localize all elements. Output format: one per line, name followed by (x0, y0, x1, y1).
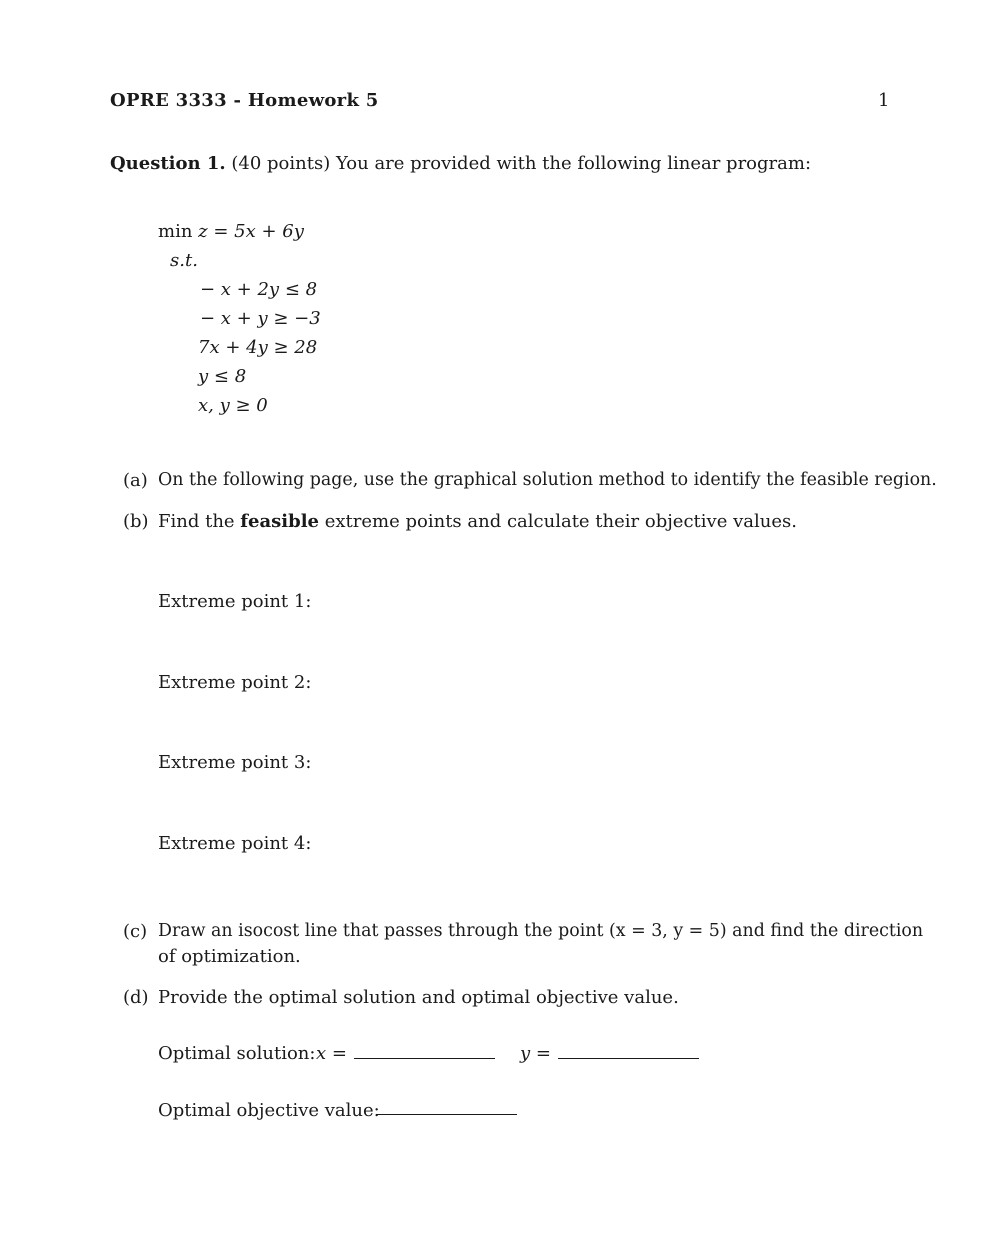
part-c-text-line2: of optimization. (158, 946, 301, 967)
question-intro (110, 153, 811, 174)
part-b-text (158, 511, 797, 532)
optimal-y-label: y = (520, 1043, 551, 1064)
optimal-objective-label: Optimal objective value: (158, 1100, 380, 1121)
part-a-text: On the following page, use the graphical solution method to identify the feasible region. (158, 470, 937, 490)
question-points: (40 points) (231, 153, 331, 174)
part-b-text-after: extreme points and calculate their objective values. (324, 511, 797, 532)
optimal-solution-label: Optimal solution: (158, 1043, 316, 1064)
part-b-text-before: Find the (158, 511, 235, 532)
lp-subject-to: s.t. (170, 250, 198, 271)
lp-constraint-1: − x + 2y ≤ 8 (200, 279, 318, 300)
optimal-y-answer-blank[interactable] (558, 1058, 699, 1059)
optimal-objective-answer-blank[interactable] (376, 1114, 517, 1115)
lp-constraint-3: 7x + 4y ≥ 28 (198, 337, 318, 358)
lp-constraint-2: − x + y ≥ −3 (200, 308, 321, 329)
part-b-text-bold: feasible (240, 511, 320, 532)
lp-min-keyword: min (158, 221, 193, 242)
part-c-label: (c) (123, 921, 148, 942)
part-c-text-line1: Draw an isocost line that passes through the point (x = 3, y = 5) and find the direction (158, 921, 924, 941)
part-d-label: (d) (123, 987, 149, 1008)
lp-objective-expression: z = 5x + 6y (198, 221, 304, 242)
extreme-point-3-label: Extreme point 3: (158, 752, 312, 773)
optimal-x-answer-blank[interactable] (354, 1058, 495, 1059)
page-number: 1 (878, 90, 890, 111)
part-b-label: (b) (123, 511, 149, 532)
lp-objective (158, 221, 304, 242)
extreme-point-1-label: Extreme point 1: (158, 591, 312, 612)
part-d-text: Provide the optimal solution and optimal objective value. (158, 987, 679, 1008)
extreme-point-4-label: Extreme point 4: (158, 833, 312, 854)
lp-constraint-5: x, y ≥ 0 (198, 395, 268, 416)
lp-constraint-4: y ≤ 8 (198, 366, 247, 387)
extreme-point-2-label: Extreme point 2: (158, 672, 312, 693)
part-a-label: (a) (123, 470, 148, 491)
question-label: Question 1. (110, 153, 226, 174)
optimal-x-label: x = (316, 1043, 347, 1064)
question-prompt: You are provided with the following linear program: (335, 153, 812, 174)
page-header-title: OPRE 3333 - Homework 5 (110, 90, 379, 111)
